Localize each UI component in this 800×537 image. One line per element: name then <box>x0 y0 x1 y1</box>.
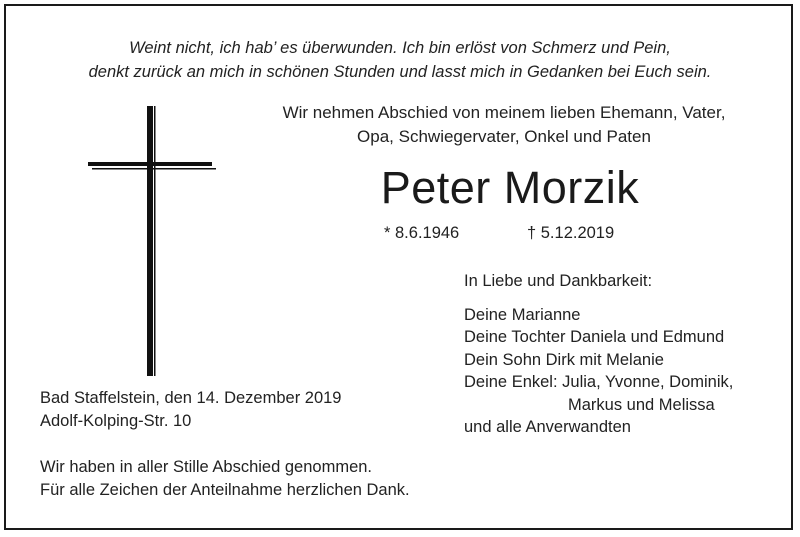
mourner-line: Deine Tochter Daniela und Edmund <box>464 328 725 346</box>
farewell-intro <box>230 101 778 149</box>
deceased-name: Peter Morzik <box>380 162 640 213</box>
death-date: † 5.12.2019 <box>527 224 615 242</box>
intro-line-1: Wir nehmen Abschied von meinem lieben Ehemann, Vater, <box>282 103 726 122</box>
birth-date: * 8.6.1946 <box>384 224 460 242</box>
poem-line-2: denkt zurück an mich in schönen Stunden und lasst mich in Gedanken bei Euch sein. <box>88 63 712 81</box>
intro-line-2: Opa, Schwiegervater, Onkel und Paten <box>357 127 651 146</box>
mourner-line: und alle Anverwandten <box>464 418 631 436</box>
address-line: Adolf-Kolping-Str. 10 <box>40 411 192 430</box>
mourner-line: Dein Sohn Dirk mit Melanie <box>464 350 664 369</box>
closing-line-2: Für alle Zeichen der Anteilnahme herzlichen Dank. <box>40 481 410 499</box>
place-date-line: Bad Staffelstein, den 14. Dezember 2019 <box>40 389 342 407</box>
cross-icon <box>88 106 216 376</box>
closing-line-1: Wir haben in aller Stille Abschied genommen. <box>40 458 373 476</box>
closing-note <box>40 456 410 502</box>
mourners-heading: In Liebe und Dankbarkeit: <box>464 272 653 290</box>
mourner-line: Deine Marianne <box>464 305 581 324</box>
mourners-block <box>464 270 733 439</box>
memorial-poem <box>0 36 800 84</box>
mourner-line: Deine Enkel: Julia, Yvonne, Dominik, <box>464 373 734 391</box>
place-and-address <box>40 387 341 432</box>
mourner-line: Markus und Melissa <box>568 395 715 414</box>
poem-line-1: Weint nicht, ich hab’ es überwunden. Ich bin erlöst von Schmerz und Pein, <box>129 39 671 57</box>
